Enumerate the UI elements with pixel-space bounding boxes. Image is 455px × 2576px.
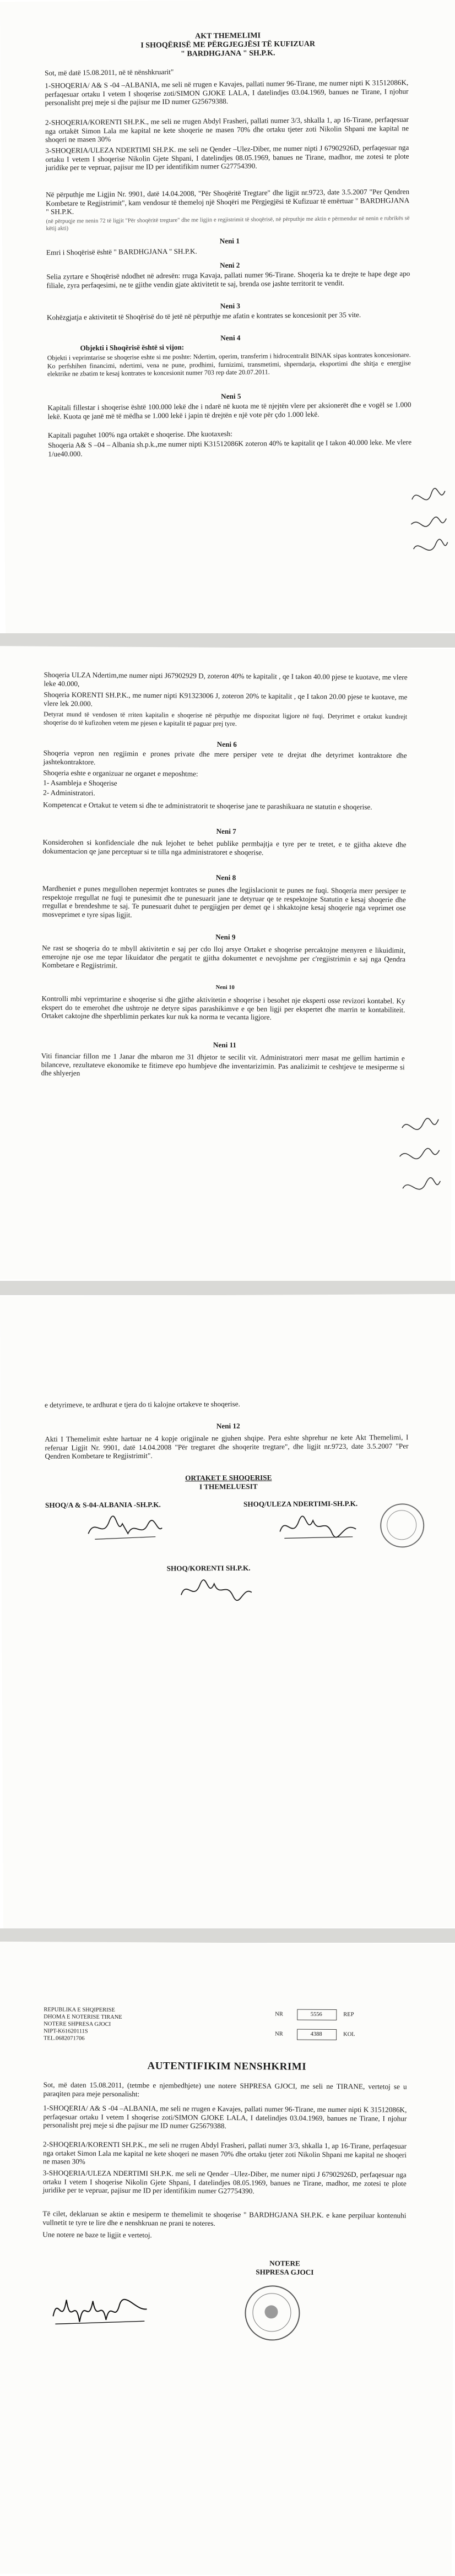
article-12-text: Akti I Themelimit eshte hartuar ne 4 kopje origjinale ne gjuhen shqipe. Pera eshte shprehur ne kete Akt Themelimi, I referuar Ligjit Nr. 9901, datë 14.04.2008 "Për tregtaret dhe shoqerite tregtare", dhe ligjit nr.9723, date 3.5.2007 "Per Qendren Kombetare te Regjistrimit". xyxy=(45,1433,409,1460)
article-7-text: Konsiderohen si konfidenciale dhe nuk lejohet te behet publike permbajtja e tyre per te tretet, e te gjitha aktevе dhe dokumentacion qe jane perceptuar si te tilla nga administratoret e shoqerise. xyxy=(42,838,407,856)
page-gap-2 xyxy=(0,1281,455,1295)
article-10-text: Kontrolli mbi veprimtarine e shoqerise si dhe gjithe aktivitetin e shoqerise i besohet nje eksperti osse revizori kontabel. Ky ekspert do te emerohet dhe ushtroje ne detyre sipas parashikimve e qe ben ligji per ekspertet dhe marrin te kontabiliteit. Ortaket caktojne dhe shperblimin perkates kur nuk ka norma te vecanta ligjore. xyxy=(41,994,405,1021)
notary-name: SHPRESA GJOCI xyxy=(256,2268,314,2276)
article-3-heading: Neni 3 xyxy=(220,301,241,311)
deed-title-line1: AKT THEMELIMI xyxy=(195,31,261,41)
article-3-text: Kohëzgjatja e aktivitetit të Shoqërisë do të jetë në përputhje me afatin e kontrates se koncesionit per 35 vite. xyxy=(46,310,361,322)
article-5-share-2: Shoqeria ULZA Ndertim,me numer nipti J67902929 D, zoteron 40% te kapitalit , qe I takon 40.00 pjese te kuotave, me vlere leke 40.000, xyxy=(44,670,408,688)
founder-3-signature xyxy=(178,1575,255,1606)
article-9-text: Ne rast se shoqeria do te mbyll aktivitetin e saj per cdo lloj arsye Ortaket e shoqerise percaktojne menyren e likuidimit, emerojne nje ose me tepər likuidator dhe pergatit te gjitha dokumentet e nevojshme per c'regjistrimin e saj nga Qendra Kombetare e Regjistrimit. xyxy=(41,943,406,970)
article-5-shares-intro: Kapitali paguhet 100% nga ortakët e shoqerise. Dhe kuotaxesh: xyxy=(47,429,233,439)
page-gap-3 xyxy=(0,1928,455,1943)
article-6-heading: Neni 6 xyxy=(216,740,237,749)
register-number-2: 4388 xyxy=(310,2031,322,2037)
margin-signatures-page-1 xyxy=(407,483,451,566)
article-1-text: Emri i Shoqërisë është " BARDHGJANA " SH.P.K. xyxy=(46,247,197,257)
founder-2-signature xyxy=(277,1510,359,1544)
article-5-share-3: Shoqeria KORENTI SH.P.K., me numer nipti K91323006 J, zoteron 20% te kapitalit , qe I takon 20.00 pjese te kuotave, me vlere lek 20.000. xyxy=(44,690,408,708)
preamble-paragraph: Në përputhje me Ligjin Nr. 9901, datë 14.04.2008, "Për Shoqëritë Tregtare" dhe ligjit nr.9723, date 3.5.2007 "Per Qendren Kombetare te Regjistrimit", kam vendosur të themeloj një Shoqëri me Përgjegjësi të Kufizuar të emërtuar " BARDHGJANA " SH.P.K. xyxy=(46,187,410,216)
notary-signature xyxy=(47,2289,152,2333)
page-gap-1 xyxy=(0,633,455,648)
appearing-party-1: 1-SHOQERIA/ A& S -04 –ALBANIA, me seli ne rrugen e Kavajes, pallati numer 96-Tirane, me numer nipti K 31512086K, perfaqesuar ortaku I vetem I shoqerise zoti/SIMON GJOKE LALA, I datelindjes 03.04.1969, banues ne Tirane, I njohur personalisht prej meje si dhe pajisur me ID numer G25679388. xyxy=(43,2104,407,2130)
authentication-heading: AUTENTIFIKIM NENSHKRIMI xyxy=(147,2060,307,2073)
article-11-continuation: e detyrimeve, te ardhurat e tjera do ti kaloјne ortakeve te shoqerise. xyxy=(44,1399,240,1409)
register-number-1: 5556 xyxy=(310,2011,322,2018)
founders-subheading: I THEMELUESIT xyxy=(199,1482,258,1491)
authentication-intro: Sot, më daten 15.08.2011, (tetmbe e njembedhjete) une notere SHPRESA GJOCI, me seli ne TIRANE, vertetoj se u paraqiten para meje personalisht: xyxy=(43,2080,407,2098)
register-code-2: KOL xyxy=(343,2031,355,2038)
article-11-text: Viti financiar fillon me 1 Janar dhe mbaron me 31 dhjetor te secilit vit. Administratori merr masat me gellim hartimin e bilanceve, rezultatevе ekonomike te fitimeve epo humbjeve dhe inventarizimin. Pas analizimit te ceshtjeve te mesiperme si dhe shlyerjen xyxy=(41,1051,405,1078)
founder-3-name: SHOQ/KORENTI SH.P.K. xyxy=(166,1563,251,1573)
article-5-share-1: Shoqeria A& S –04 – Albania sh.p.k.,me numer nipti K31512086K zoteron 40% te kapitalit qe I takon 40.000 leke. Me vlere 1/ue40.000. xyxy=(47,438,412,458)
article-2-text: Selia zyrtare e Shoqërisë ndodhet në adresën: rruga Kavaja, pallati numer 96-Tirane. Shoqeria ka te drejte te hape dege apo filiale, zyra perfaqesimi, ne te gjithe vendin gjate aktivitetit te saj, brenda ose jashte territorit te vendit. xyxy=(46,269,410,290)
register-code-1: REP xyxy=(343,2012,354,2018)
article-11-heading: Neni 11 xyxy=(213,1040,237,1050)
founder-1-signature xyxy=(84,1512,166,1545)
notary-office-nipt: NIPT-K61620111S xyxy=(44,2028,88,2035)
notary-office-phone: TEL.0682071706 xyxy=(44,2035,85,2042)
authentication-certification: Une notere ne baze te ligjit e vertetoj. xyxy=(42,2230,152,2240)
article-4-subheading: Objekti i Shoqërisë është si vijon: xyxy=(80,343,185,352)
register-label-1: NR xyxy=(275,2011,283,2018)
party-2-paragraph: 2-SHOQERIA/KORENTI SH.P.K., me seli ne rrugen Abdyl Frasheri, pallati numer 3/3, shkalla 1, ap 16-Tirane, perfaqesuar nga ortakët Simon Lala me kapital ne kete shoqerie ne masen 70% dhe ortaku tjeter zoti Nikolin Shpani me kapital ne shoqeri ne masen 30% xyxy=(45,115,409,144)
article-6-organ-2: 2- Administratori. xyxy=(43,788,95,797)
article-4-heading: Neni 4 xyxy=(220,333,241,343)
document-page-1 xyxy=(0,0,455,635)
authentication-declaration: Të cilet, deklaruan se aktin e mesiperm te themelimit te shoqerise " BARDHGJANA SH.P.K. e kane perpiluar kontenuhi vullnetit te tyre te lire dhe e nenshkruan ne prani te noteres. xyxy=(42,2209,407,2227)
register-label-2: NR xyxy=(275,2031,283,2037)
document-page-4 xyxy=(0,1942,455,2576)
founder-2-name: SHOQ/ULEZA NDERTIMI-SH.P.K. xyxy=(243,1499,358,1508)
preamble-footnote: (nё pёrpuqje me nenin 72 tё ligjit "Pёr shoqёritё tregtare" dhe me ligjin e regjistrimit tё shoqёrisё, nё pёrputhje me aktin e pёrmendur nё nenin e rubrikёs sё kёtij akti) xyxy=(46,215,410,232)
notary-title: NOTERE xyxy=(269,2259,300,2268)
company-name-title: " BARDHGJANA " SH.P.K. xyxy=(181,49,275,58)
document-page-2 xyxy=(0,646,455,1282)
article-5-text: Kapitali fillestar i shoqerise është 100.000 lekë dhe i ndarë në kuota me të njejtën vlere per aksionerët dhe e vogël se 1.000 lekë. Kuota qe janë më të mëdha se 1.000 lekë i japin të drejtën e një vote për çdo 1.000 lekë. xyxy=(47,400,411,421)
article-6-competences: Kompetencat e Ortakut te vetem si dhe te administratorit te shoqerise jane te parashikuara ne statutin e shoqerise. xyxy=(42,800,372,811)
capital-note: Detyrat mund të vendosen të rriten kapitalin e shoqerise në përputhje me dispozitat ligjore në fuqi. Detyrimet e ortakut kundrejt shoqerise do të kufizohen vetem me pjesen e kapitalit të paguar prej tyre. xyxy=(43,710,408,727)
founder-1-name: SHOQ/A & S-04-ALBANIA -SH.P.K. xyxy=(45,1500,161,1509)
article-6-organ-1: 1- Asambleja e Shoqerise xyxy=(43,778,117,787)
appearing-party-2: 2-SHOQERIA/KORENTI SH.P.K., me seli ne rrugen Abdyl Frasheri, pallati numer 3/3, shkalla 1, ap 16-Tirane, perfaqesuar nga ortaket Simon Lala me kapital ne kete shoqeri ne masen 70% dhe ortaku tjeter zoti Nikolin Shpani me kapital ne shoqeri ne masen 30% xyxy=(42,2140,407,2166)
article-2-heading: Neni 2 xyxy=(219,260,240,270)
article-7-heading: Neni 7 xyxy=(216,827,236,836)
notary-office-line-3: NOTERE SHPRESA GJOCI xyxy=(44,2021,111,2028)
document-page-3 xyxy=(0,1294,455,1930)
party-1-paragraph: 1-SHOQERIA/ A& S -04 –ALBANIA, me seli në rrugen e Kavajes, pallati numer 96-Tirane, me numer nipti K 31512086K, perfaqesuar ortaku I vetem I shoqerise zoti/SIMON GJOKE LALA, I datelindjes 03.04.1969, banues ne Tirane, I njohur personalisht prej meje si dhe pajisur me ID numer G25679388. xyxy=(45,78,409,107)
article-12-heading: Neni 12 xyxy=(216,1421,240,1431)
company-stamp-seal xyxy=(380,1503,424,1547)
article-1-heading: Neni 1 xyxy=(219,236,240,246)
notary-stamp-seal xyxy=(245,2285,300,2341)
article-8-text: Mardheniet e punes megullohen nepermjet kontrates se punes dhe legjislacionit te punes ne fuqi. Shoqeria merr persiper te respektoje rregullat ne fuqi te punesimit dhe te punesuarit jane te detyruar qe te respektojne Statutin e kesaj shoqerie dhe rregullat e brendeshme te saj. Te punesuarit duhet te pergjigjen per demet qe i shkaktojne kesaj shoqerie nga veprimet ose mosveprimet e tyre sipas ligjit. xyxy=(42,884,406,919)
article-5-heading: Neni 5 xyxy=(221,392,241,401)
notary-office-line-1: REPUBLIKA E SHQIPERISE xyxy=(44,2007,115,2013)
article-8-heading: Neni 8 xyxy=(215,873,236,882)
intro-line: Sot, më datë 15.08.2011, në të nënshkruarit" xyxy=(45,67,174,77)
appearing-party-3: 3-SHOQERIA/ULEZA NDERTIMI SH.P.K. me seli ne Qender –Ulez-Diber, me numer nipti J 67902926D, perfaqesuar nga ortaku I vetem I shoqerise Nikolin Gjete Shpani, I datelindjes 08.05.1969, banues ne Tirane, madhor, me zotesi te plote juridike per te vepruar, pajisur me ID per identifikim numer G27754390. xyxy=(42,2169,407,2195)
article-6-organs-intro: Shoqeria eshte e organizuar ne organet e meposhtme: xyxy=(43,768,198,778)
article-10-heading: Neni 10 xyxy=(215,984,235,991)
article-4-text: Objekti i veprimtarise se shoqerise eshte si me poshte: Ndertim, operim, transferim i hidrocentralit BINAK sipas kontrates koncesionare. Ko perfshihen financimi, ndertimi, vena ne pune, prodhimi, furnizimi, transmetimi, shperndarja, eksportimi dhe shitja e energjise elektrike ne zbatim te kesaj kontrates te koncesionit numer 703 rep date 20.07.2011. xyxy=(47,351,411,378)
deed-title-line2: I SHOQËRISË ME PËRGJEGJËSI TË KUFIZUAR xyxy=(140,40,316,50)
party-3-paragraph: 3-SHOQERIA/ULEZA NDERTIMI SH.P.K. me seli ne Qender –Ulez-Diber, me numer nipti J 67902926D, perfaqesuar nga ortaku I vetem I shoqerise Nikolin Gjete Shpani, I datelindjes 08.05.1969, banues ne Tirane, madhor, me zotesi te plote juridike per te vepruar, pajisur me ID per identifikim numer G27754390. xyxy=(45,143,409,172)
margin-signatures-page-2 xyxy=(396,1111,444,1205)
founders-heading: ORTAKET E SHOQERISE xyxy=(185,1473,272,1482)
notary-office-line-2: DHOMA E NOTERISE TIRANE xyxy=(44,2014,122,2021)
article-9-heading: Neni 9 xyxy=(215,932,236,942)
article-6-text: Shoqeria vepron nen regjimin e prones private dhe mere persiper vete te drejtat dhe detyrimet kontraktore dhe jashtekontraktore. xyxy=(43,748,407,766)
